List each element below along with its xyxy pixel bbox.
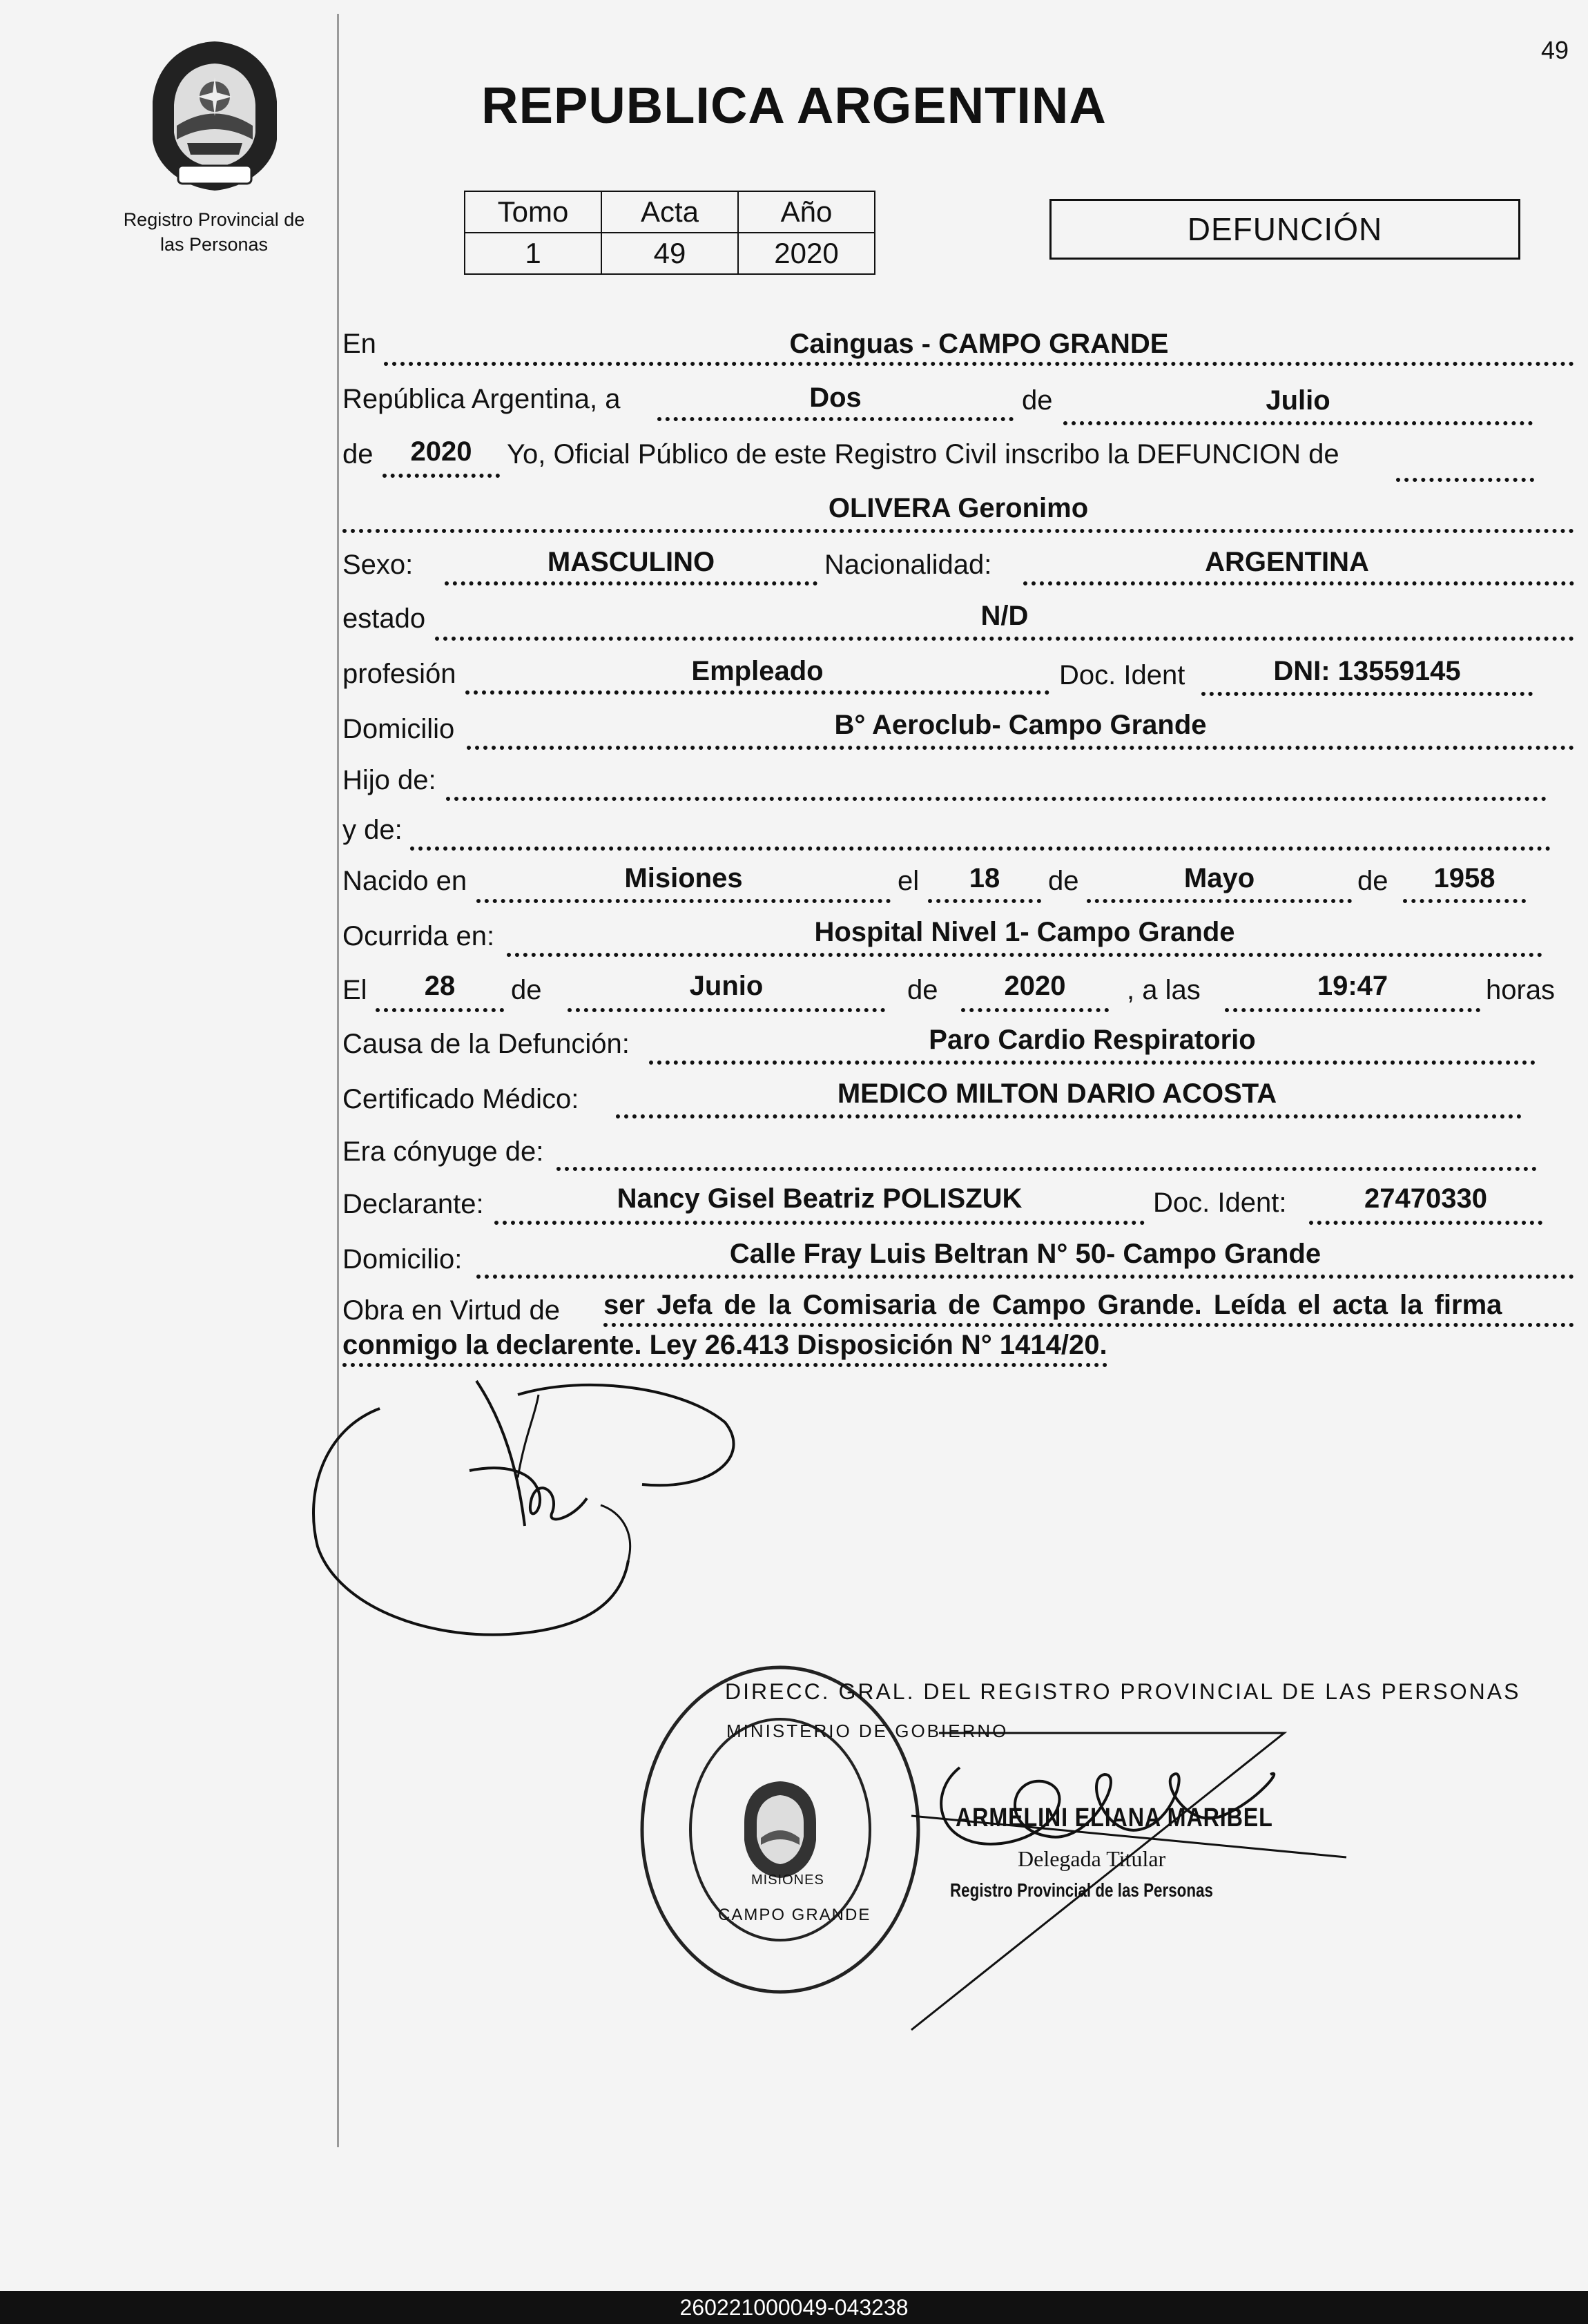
value-nac-mes: Mayo [1183, 863, 1255, 893]
label-nacido-en: Nacido en [342, 866, 467, 896]
dotted-line [961, 1008, 1109, 1012]
label-de: de [1022, 385, 1053, 416]
label-ocurrida-en: Ocurrida en: [342, 921, 495, 951]
label-doc-ident: Doc. Ident [1059, 660, 1185, 690]
dotted-line [384, 362, 1574, 366]
label-nacionalidad: Nacionalidad: [824, 550, 992, 580]
dotted-line [445, 581, 817, 585]
value-def-mes: Junio [689, 971, 764, 1001]
dotted-line [1403, 899, 1526, 903]
dotted-line [1201, 692, 1533, 696]
label-hijo-de: Hijo de: [342, 765, 436, 795]
dotted-line [494, 1221, 1145, 1225]
stamp-inner-text: MINISTERIO DE GOBIERNO [726, 1721, 1009, 1741]
table-header-tomo: Tomo [465, 191, 601, 233]
dotted-line [1087, 899, 1352, 903]
official-signature [898, 1712, 1367, 2044]
value-doc-ident: DNI: 13559145 [1273, 656, 1461, 686]
value-nacido-en: Misiones [624, 863, 743, 893]
label-en: En [342, 329, 376, 359]
value-estado: N/D [980, 601, 1029, 631]
label-el: el [898, 866, 920, 896]
official-role: Delegada Titular [1018, 1846, 1166, 1871]
dotted-line [342, 529, 1574, 533]
dotted-line [383, 474, 500, 478]
label-el-death: El [342, 975, 367, 1005]
label-profesion: profesión [342, 659, 456, 689]
label-de-nac-anio: de [1357, 866, 1388, 896]
label-de-year: de [342, 439, 374, 469]
label-a-las: , a las [1127, 975, 1201, 1005]
value-dia: Dos [809, 383, 862, 413]
value-nac-dia: 18 [969, 863, 1000, 893]
value-hora: 19:47 [1317, 971, 1388, 1001]
dotted-line [928, 899, 1041, 903]
page-number: 49 [1540, 36, 1569, 64]
value-certificado: MEDICO MILTON DARIO ACOSTA [837, 1078, 1277, 1109]
stamp-bottom-text: CAMPO GRANDE [718, 1906, 871, 1924]
dotted-line [410, 846, 1551, 851]
dotted-line [568, 1008, 885, 1012]
value-nacionalidad: ARGENTINA [1205, 547, 1369, 577]
value-causa: Paro Cardio Respiratorio [929, 1025, 1256, 1055]
value-nac-anio: 1958 [1433, 863, 1495, 893]
label-domicilio-declarante: Domicilio: [342, 1244, 463, 1275]
label-yo-oficial: Yo, Oficial Público de este Registro Civil inscribo la DEFUNCION de [507, 439, 1339, 469]
stamp-outer-text: DIRECC. GRAL. DEL REGISTRO PROVINCIAL DE LAS PERSONAS [725, 1679, 1521, 1704]
page-title: REPUBLICA ARGENTINA [481, 77, 1107, 134]
registry-label [104, 207, 325, 258]
dotted-line [649, 1061, 1536, 1065]
record-table [464, 191, 875, 275]
label-de-nac-mes: de [1048, 866, 1079, 896]
dotted-line [1023, 581, 1574, 585]
table-cell-tomo: 1 [465, 233, 601, 274]
margin-line [337, 14, 339, 2147]
dotted-line [446, 797, 1547, 801]
dotted-line [1225, 1008, 1480, 1012]
label-estado: estado [342, 603, 426, 634]
dotted-line [376, 1008, 504, 1012]
value-decl-domicilio: Calle Fray Luis Beltran N° 50- Campo Grande [729, 1239, 1321, 1269]
dotted-line [476, 1275, 1574, 1279]
label-de-def-anio: de [907, 975, 938, 1005]
stamp-center-text: MISIONES [751, 1872, 824, 1888]
dotted-line [1309, 1221, 1542, 1225]
dotted-line [476, 899, 891, 903]
registry-label-line2: las Personas [159, 234, 269, 255]
label-horas: horas [1486, 975, 1556, 1005]
label-y-de: y de: [342, 815, 403, 845]
declarant-signature [297, 1353, 753, 1650]
label-declarante: Declarante: [342, 1189, 484, 1219]
label-obra: Obra en Virtud de [342, 1295, 561, 1326]
value-profesion: Empleado [691, 656, 824, 686]
label-domicilio: Domicilio [342, 714, 455, 744]
record-table-row [465, 233, 875, 274]
dotted-line [507, 953, 1542, 957]
label-de-def-mes: de [511, 975, 542, 1005]
value-def-dia: 28 [424, 971, 456, 1001]
label-causa: Causa de la Defunción: [342, 1029, 630, 1059]
label-conyuge: Era cónyuge de: [342, 1136, 544, 1167]
value-sexo: MASCULINO [547, 547, 715, 577]
dotted-line [467, 746, 1574, 750]
dotted-line [1063, 421, 1533, 425]
dotted-line [616, 1114, 1522, 1119]
value-obra-line2: conmigo la declarente. Ley 26.413 Disposición N° 1414/20. [342, 1331, 1107, 1367]
label-republica: República Argentina, a [342, 384, 621, 414]
label-doc-ident-declarante: Doc. Ident: [1153, 1188, 1287, 1218]
table-cell-acta: 49 [601, 233, 738, 274]
footer-code: 260221000049-043238 [0, 2291, 1588, 2324]
document-type-box: DEFUNCIÓN [1049, 199, 1520, 260]
table-header-acta: Acta [601, 191, 738, 233]
value-nombre: OLIVERA Geronimo [828, 493, 1089, 523]
dotted-line [657, 417, 1014, 421]
dotted-line [556, 1167, 1537, 1171]
value-decl-doc: 27470330 [1364, 1183, 1487, 1214]
dotted-line [435, 637, 1574, 641]
value-ocurrida-en: Hospital Nivel 1- Campo Grande [814, 917, 1235, 947]
record-table-header [465, 191, 875, 233]
value-declarante: Nancy Gisel Beatriz POLISZUK [617, 1183, 1023, 1214]
value-def-anio: 2020 [1004, 971, 1066, 1001]
table-cell-anio: 2020 [738, 233, 875, 274]
official-name: ARMELINI ELIANA MARIBEL [956, 1803, 1273, 1832]
value-lugar: Cainguas - CAMPO GRANDE [789, 329, 1169, 359]
dotted-line [465, 690, 1049, 695]
label-certificado: Certificado Médico: [342, 1084, 579, 1114]
dotted-line [1396, 478, 1534, 482]
value-domicilio: B° Aeroclub- Campo Grande [834, 710, 1207, 740]
table-header-anio: Año [738, 191, 875, 233]
value-obra-line1: ser Jefa de la Comisaria de Campo Grande. Leída el acta la firma [603, 1291, 1574, 1327]
registry-label-line1: Registro Provincial de [123, 209, 305, 230]
label-sexo: Sexo: [342, 550, 414, 580]
official-office: Registro Provincial de las Personas [950, 1879, 1213, 1901]
value-anio: 2020 [410, 436, 472, 467]
value-mes: Julio [1266, 385, 1330, 416]
official-stamp [635, 1657, 925, 2002]
